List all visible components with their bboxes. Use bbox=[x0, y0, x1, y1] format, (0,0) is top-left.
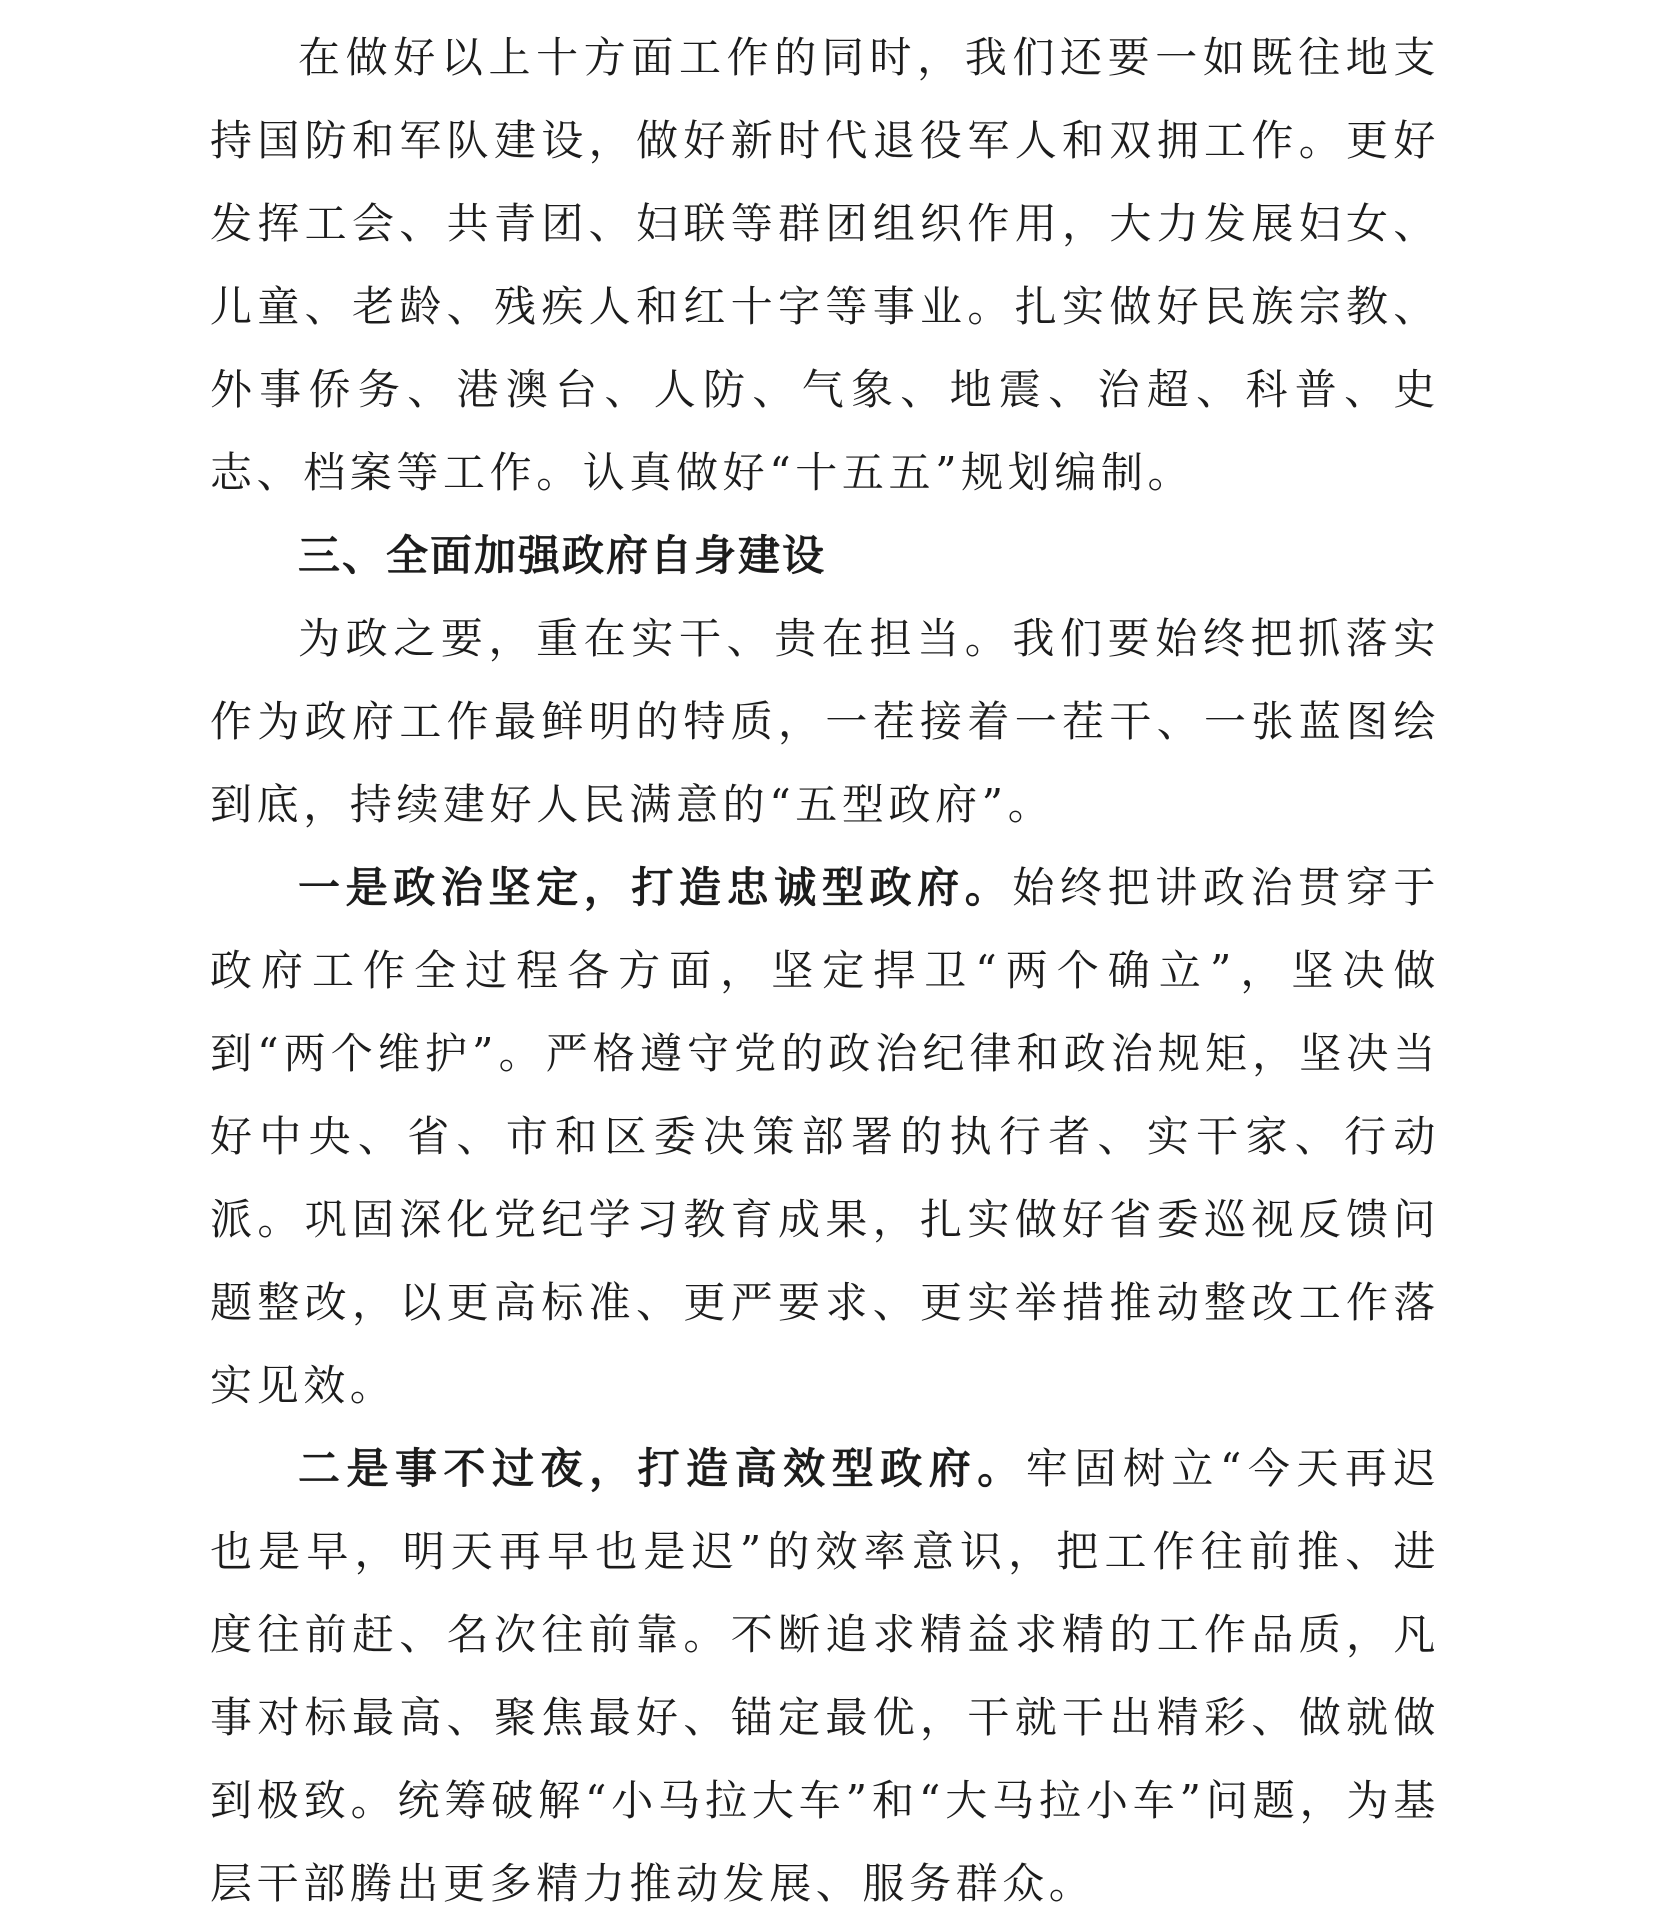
point-1-lead: 一是政治坚定，打造忠诚型政府。 bbox=[298, 863, 1013, 912]
paragraph-point-2 bbox=[210, 1427, 1440, 1925]
point-2-lead: 二是事不过夜，打造高效型政府。 bbox=[298, 1444, 1026, 1493]
paragraph-point-1 bbox=[210, 846, 1440, 1427]
point-2-text: 牢固树立“今天再迟也是早，明天再早也是迟”的效率意识，把工作往前推、进度往前赶、名次往前靠。不断追求精益求精的工作品质，凡事对标最高、聚焦最好、锚定最优，干就干出精彩、做就做到极致。统筹破解“小马拉大车”和“大马拉小车”问题，为基层干部腾出更多精力推动发展、服务群众。 bbox=[210, 1444, 1440, 1908]
paragraph-opening bbox=[210, 16, 1440, 514]
section-heading: 三、全面加强政府自身建设 bbox=[298, 531, 827, 580]
document-page bbox=[210, 16, 1440, 1925]
paragraph-opening-text: 在做好以上十方面工作的同时，我们还要一如既往地支持国防和军队建设，做好新时代退役军人和双拥工作。更好发挥工会、共青团、妇联等群团组织作用，大力发展妇女、儿童、老龄、残疾人和红十字等事业。扎实做好民族宗教、外事侨务、港澳台、人防、气象、地震、治超、科普、史志、档案等工作。认真做好“十五五”规划编制。 bbox=[210, 33, 1440, 497]
point-1-text: 始终把讲政治贯穿于政府工作全过程各方面，坚定捍卫“两个确立”，坚决做到“两个维护”。严格遵守党的政治纪律和政治规矩，坚决当好中央、省、市和区委决策部署的执行者、实干家、行动派。巩固深化党纪学习教育成果，扎实做好省委巡视反馈问题整改，以更高标准、更严要求、更实举措推动整改工作落实见效。 bbox=[210, 863, 1440, 1410]
paragraph-intro: 为政之要，重在实干、贵在担当。我们要始终把抓落实作为政府工作最鲜明的特质，一茬接着一茬干、一张蓝图绘到底，持续建好人民满意的“五型政府”。 bbox=[210, 614, 1440, 829]
